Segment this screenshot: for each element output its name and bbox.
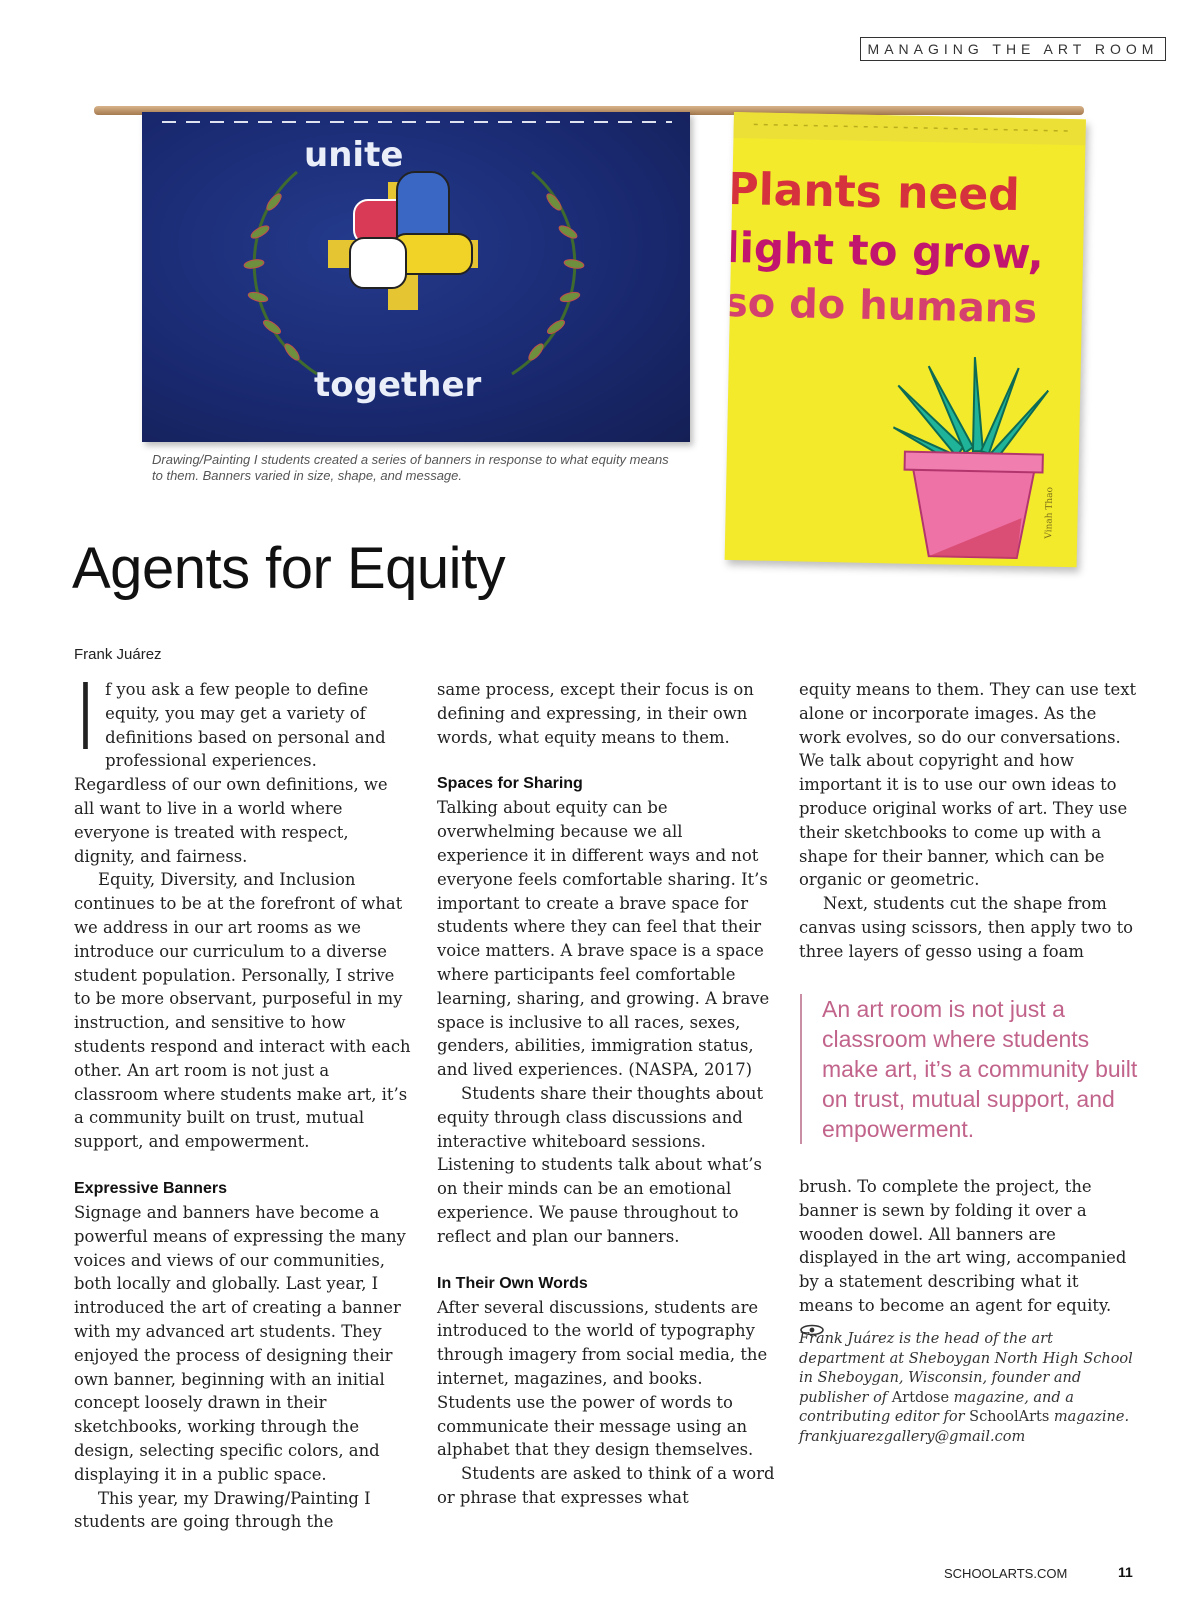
publication-name: Artdose [891, 1389, 950, 1406]
section-tag: MANAGING THE ART ROOM [860, 37, 1166, 61]
plants-need-light-banner [725, 112, 1086, 567]
paragraph: Students are asked to think of a word or phrase that expresses what [437, 1464, 775, 1507]
paragraph-text: brush. To complete the project, the banner is sewn by folding it over a wooden dowel. All banners are displayed in the art wing, accompanied by a statement describing what it means to become an agent for equity. [799, 1177, 1127, 1315]
column-3 [799, 678, 1137, 964]
article-title: Agents for Equity [72, 536, 506, 601]
paragraph: Equity, Diversity, and Inclusion continues to be at the forefront of what we address in our art rooms as we introduce our curriculum to a diverse student population. Personally, I strive to be more observant, purposeful in my instruction, and sensitive to how students respond and interact with each other. An art room is not just a classroom where students make art, it’s a community built on trust, mutual support, and empowerment. [74, 870, 411, 1152]
byline: Frank Juárez [74, 646, 162, 663]
section-heading: Expressive Banners [74, 1179, 227, 1197]
paragraph [72, 664, 412, 868]
author-bio [799, 1330, 1139, 1447]
plants-artwork [725, 112, 1086, 567]
paragraph: Students share their thoughts about equity through class discussions and interactive whiteboard sessions. Listening to students talk about what’s on their minds can be an emotional experience. We pause throughout to reflect and plan our banners. [437, 1083, 764, 1246]
paragraph: Talking about equity can be overwhelming because we all experience it in different ways and not everyone feels comfortable sharing. It’s important to create a brave space for students where they can feel that their voice matters. A brave space is a space where participants feel comfortable learning, sharing, and growing. A brave space is inclusive to all races, sexes, genders, abilities, immigration status, and lived experiences. (NASPA, 2017) [437, 798, 770, 1080]
banner-line-1: Plants need [725, 163, 1021, 221]
paragraph: same process, except their focus is on defining and expressing, in their own words, what equity means to them. [437, 680, 754, 747]
page-number: 11 [1118, 1564, 1133, 1580]
footer-website: SCHOOLARTS.COM [944, 1566, 1068, 1581]
publication-name: SchoolArts [969, 1409, 1050, 1425]
bio-text: magazine, and a contributing editor for [799, 1389, 1074, 1425]
column-1 [72, 664, 412, 1534]
drop-cap: I [72, 664, 100, 771]
column-3-continued [799, 1175, 1137, 1342]
pull-quote: An art room is not just a classroom where students make art, it’s a community built on trust, mutual support, and empowerment. [800, 994, 1140, 1144]
author-email[interactable]: frankjuarezgallery@gmail.com [799, 1428, 1026, 1445]
paragraph: Signage and banners have become a powerful means of expressing the many voices and views of our communities, both locally and globally. Last year, I introduced the art of creating a banner with my advanced art students. They enjoyed the process of designing their own banner, beginning with an initial concept loosely drawn in their sketchbooks, working through the design, selecting specific colors, and displaying it in a public space. [74, 1202, 406, 1484]
section-heading: Spaces for Sharing [437, 775, 583, 793]
unite-together-banner [142, 112, 690, 442]
image-caption: Drawing/Painting I students created a series of banners in response to what equity means to them. Banners varied in size, shape, and message. [152, 452, 669, 483]
artist-signature: Vinah Thao [1044, 486, 1056, 539]
banner-line-2: light to grow, [724, 222, 1045, 279]
paragraph: After several discussions, students are introduced to the world of typography through imagery from social media, the internet, magazines, and books. Students use the power of words to communicate their message using an alphabet that they design themselves. [437, 1297, 768, 1460]
paragraph: This year, my Drawing/Painting I students are going through the [74, 1488, 371, 1532]
bio-text: magazine. [1049, 1409, 1130, 1425]
column-2 [437, 678, 775, 1510]
banner-line-3: so do humans [724, 279, 1038, 333]
unite-together-artwork [142, 112, 690, 442]
paragraph-text: f you ask a few people to define equity, you may get a variety of definitions based on personal and professional experiences. Regardless of our own definitions, we all want to live in a world where everyone is treated with respect, dignity, and fairness. [74, 680, 388, 866]
paragraph [799, 1175, 1137, 1342]
paragraph: Next, students cut the shape from canvas using scissors, then apply two to three layers of gesso using a foam [799, 894, 1134, 961]
together-word: together [314, 365, 482, 405]
bio-text: Frank Juárez is the head of the art department at Sheboygan North High School in Sheboygan, Wisconsin, founder and publisher of [799, 1331, 1133, 1406]
unite-word: unite [304, 135, 404, 175]
section-heading: In Their Own Words [437, 1274, 588, 1292]
paragraph: equity means to them. They can use text alone or incorporate images. As the work evolves, so do our conversations. We talk about copyright and how important it is to use our own ideas to produce original works of art. They use their sketchbooks to come up with a shape for their banner, which can be organic or geometric. [799, 680, 1137, 890]
